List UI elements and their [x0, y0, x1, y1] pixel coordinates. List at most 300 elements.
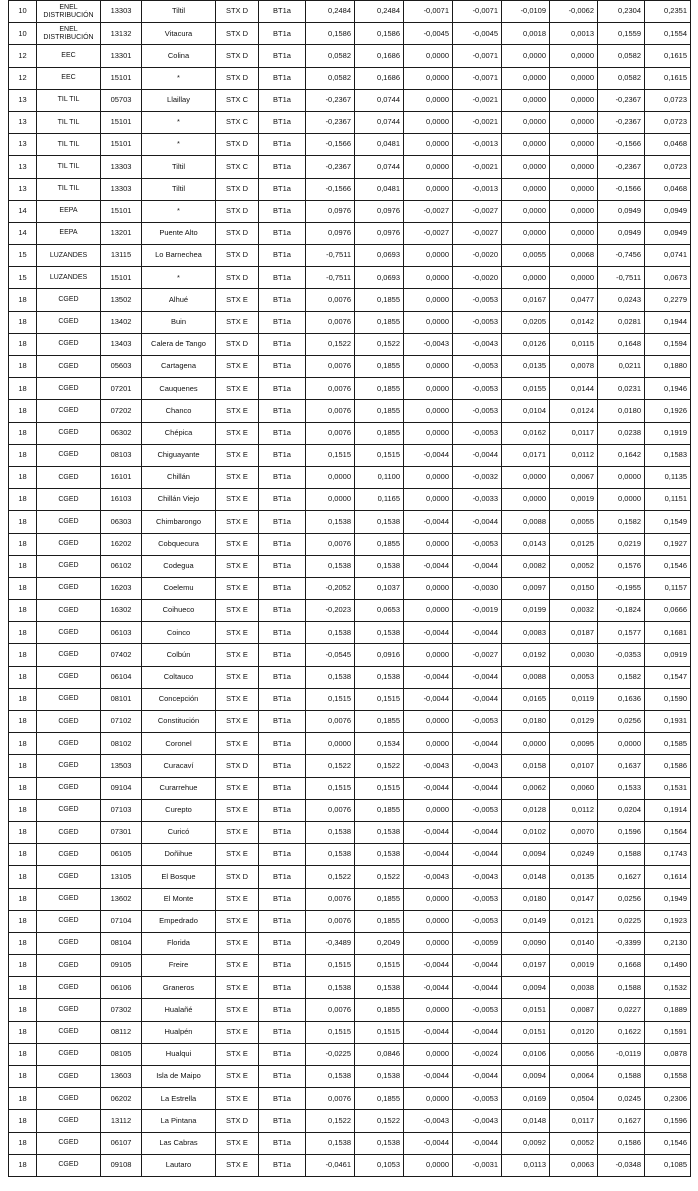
- commune-code-cell: 13115: [101, 245, 142, 267]
- value-cell: 0,0000: [502, 67, 550, 89]
- commune-name-cell: Isla de Maipo: [142, 1066, 216, 1088]
- value-cell: 0,1522: [355, 866, 404, 888]
- commune-name-cell: Freire: [142, 955, 216, 977]
- value-cell: -0,0044: [453, 1066, 502, 1088]
- value-cell: 0,0052: [550, 1132, 598, 1154]
- substation-cell: STX C: [216, 111, 259, 133]
- commune-code-cell: 08104: [101, 932, 142, 954]
- value-cell: -0,0043: [453, 333, 502, 355]
- value-cell: 0,2484: [355, 1, 404, 23]
- value-cell: 0,1588: [598, 977, 645, 999]
- value-cell: 0,0162: [502, 422, 550, 444]
- commune-code-cell: 09108: [101, 1154, 142, 1176]
- tariff-cell: BT1a: [259, 1088, 306, 1110]
- commune-code-cell: 06105: [101, 844, 142, 866]
- value-cell: 0,1855: [355, 799, 404, 821]
- tariff-table: [8, 0, 691, 1177]
- value-cell: -0,0053: [453, 356, 502, 378]
- value-cell: 0,1944: [645, 311, 691, 333]
- value-cell: -0,0044: [404, 1066, 453, 1088]
- tariff-cell: BT1a: [259, 1066, 306, 1088]
- value-cell: 0,0000: [550, 45, 598, 67]
- value-cell: 0,0149: [502, 910, 550, 932]
- value-cell: 0,1085: [645, 1154, 691, 1176]
- table-row: [9, 799, 691, 821]
- distributor-cell: CGED: [37, 932, 101, 954]
- commune-name-cell: *: [142, 134, 216, 156]
- tariff-cell: BT1a: [259, 955, 306, 977]
- substation-cell: STX D: [216, 333, 259, 355]
- commune-code-cell: 06302: [101, 422, 142, 444]
- sector-cell: 18: [9, 1154, 37, 1176]
- value-cell: 0,1637: [598, 755, 645, 777]
- table-row: [9, 111, 691, 133]
- value-cell: 0,0000: [550, 178, 598, 200]
- value-cell: -0,0020: [453, 245, 502, 267]
- value-cell: 0,0468: [645, 134, 691, 156]
- distributor-cell: CGED: [37, 444, 101, 466]
- value-cell: 0,0000: [306, 489, 355, 511]
- value-cell: 0,0000: [502, 733, 550, 755]
- distributor-cell: CGED: [37, 999, 101, 1021]
- value-cell: -0,0348: [598, 1154, 645, 1176]
- distributor-cell: CGED: [37, 356, 101, 378]
- value-cell: 0,0000: [550, 200, 598, 222]
- value-cell: 0,1490: [645, 955, 691, 977]
- value-cell: -0,0021: [453, 156, 502, 178]
- value-cell: 0,1855: [355, 711, 404, 733]
- substation-cell: STX E: [216, 666, 259, 688]
- value-cell: 0,2306: [645, 1088, 691, 1110]
- value-cell: 0,0144: [550, 378, 598, 400]
- value-cell: 0,0000: [404, 1154, 453, 1176]
- sector-cell: 18: [9, 910, 37, 932]
- value-cell: 0,1538: [306, 555, 355, 577]
- value-cell: 0,1515: [355, 955, 404, 977]
- value-cell: 0,1648: [598, 333, 645, 355]
- commune-name-cell: Alhué: [142, 289, 216, 311]
- value-cell: 0,0744: [355, 89, 404, 111]
- value-cell: 0,1615: [645, 45, 691, 67]
- distributor-cell: CGED: [37, 1021, 101, 1043]
- table-row: [9, 156, 691, 178]
- value-cell: 0,0693: [355, 245, 404, 267]
- value-cell: -0,0043: [453, 1110, 502, 1132]
- value-cell: 0,1949: [645, 888, 691, 910]
- tariff-cell: BT1a: [259, 533, 306, 555]
- value-cell: -0,7511: [598, 267, 645, 289]
- tariff-cell: BT1a: [259, 1110, 306, 1132]
- commune-code-cell: 16203: [101, 577, 142, 599]
- commune-code-cell: 15101: [101, 200, 142, 222]
- value-cell: -0,0044: [404, 444, 453, 466]
- distributor-cell: EEPA: [37, 222, 101, 244]
- distributor-cell: CGED: [37, 688, 101, 710]
- value-cell: 0,0582: [598, 67, 645, 89]
- value-cell: 0,2351: [645, 1, 691, 23]
- sector-cell: 18: [9, 999, 37, 1021]
- value-cell: 0,0000: [502, 156, 550, 178]
- value-cell: 0,1538: [355, 821, 404, 843]
- value-cell: 0,0976: [306, 222, 355, 244]
- value-cell: 0,1594: [645, 333, 691, 355]
- sector-cell: 14: [9, 222, 37, 244]
- tariff-cell: BT1a: [259, 777, 306, 799]
- value-cell: -0,0021: [453, 89, 502, 111]
- sector-cell: 13: [9, 156, 37, 178]
- value-cell: 0,0000: [550, 134, 598, 156]
- value-cell: 0,0949: [645, 200, 691, 222]
- value-cell: 0,0000: [502, 89, 550, 111]
- value-cell: 0,0000: [502, 489, 550, 511]
- sector-cell: 18: [9, 932, 37, 954]
- value-cell: 0,1538: [306, 622, 355, 644]
- value-cell: 0,0000: [404, 932, 453, 954]
- value-cell: 0,0125: [550, 533, 598, 555]
- commune-name-cell: Vitacura: [142, 23, 216, 45]
- table-row: [9, 1088, 691, 1110]
- value-cell: 0,1596: [598, 821, 645, 843]
- substation-cell: STX D: [216, 1, 259, 23]
- value-cell: 0,0155: [502, 378, 550, 400]
- tariff-cell: BT1a: [259, 666, 306, 688]
- value-cell: 0,1538: [355, 844, 404, 866]
- value-cell: 0,0205: [502, 311, 550, 333]
- value-cell: -0,0043: [404, 866, 453, 888]
- value-cell: 0,1538: [306, 1132, 355, 1154]
- value-cell: 0,1615: [645, 67, 691, 89]
- commune-code-cell: 05703: [101, 89, 142, 111]
- value-cell: 0,0129: [550, 711, 598, 733]
- tariff-cell: BT1a: [259, 200, 306, 222]
- value-cell: 0,0949: [598, 200, 645, 222]
- value-cell: 0,0238: [598, 422, 645, 444]
- commune-code-cell: 06107: [101, 1132, 142, 1154]
- distributor-cell: TIL TIL: [37, 178, 101, 200]
- sector-cell: 18: [9, 1110, 37, 1132]
- value-cell: 0,0723: [645, 111, 691, 133]
- value-cell: 0,1855: [355, 1088, 404, 1110]
- table-row: [9, 23, 691, 45]
- value-cell: 0,0112: [550, 799, 598, 821]
- value-cell: -0,0045: [453, 23, 502, 45]
- distributor-cell: CGED: [37, 400, 101, 422]
- value-cell: -0,0053: [453, 378, 502, 400]
- value-cell: 0,1547: [645, 666, 691, 688]
- value-cell: -0,1566: [306, 178, 355, 200]
- sector-cell: 18: [9, 422, 37, 444]
- value-cell: -0,7511: [306, 267, 355, 289]
- commune-name-cell: Hualpén: [142, 1021, 216, 1043]
- value-cell: 0,1522: [306, 1110, 355, 1132]
- commune-name-cell: Chanco: [142, 400, 216, 422]
- value-cell: -0,0044: [404, 1021, 453, 1043]
- sector-cell: 14: [9, 200, 37, 222]
- value-cell: 0,1564: [645, 821, 691, 843]
- substation-cell: STX E: [216, 622, 259, 644]
- commune-code-cell: 06104: [101, 666, 142, 688]
- sector-cell: 15: [9, 267, 37, 289]
- substation-cell: STX E: [216, 466, 259, 488]
- table-row: [9, 977, 691, 999]
- value-cell: -0,0043: [453, 866, 502, 888]
- distributor-cell: CGED: [37, 1110, 101, 1132]
- substation-cell: STX C: [216, 89, 259, 111]
- table-row: [9, 533, 691, 555]
- value-cell: 0,0088: [502, 666, 550, 688]
- substation-cell: STX E: [216, 511, 259, 533]
- value-cell: 0,1522: [355, 333, 404, 355]
- value-cell: -0,0027: [453, 222, 502, 244]
- value-cell: 0,1743: [645, 844, 691, 866]
- value-cell: -0,0044: [404, 1132, 453, 1154]
- value-cell: 0,0076: [306, 910, 355, 932]
- value-cell: 0,0000: [404, 533, 453, 555]
- value-cell: -0,0044: [404, 955, 453, 977]
- commune-code-cell: 09105: [101, 955, 142, 977]
- value-cell: -0,0053: [453, 422, 502, 444]
- tariff-cell: BT1a: [259, 23, 306, 45]
- value-cell: -0,0013: [453, 178, 502, 200]
- value-cell: 0,0104: [502, 400, 550, 422]
- commune-code-cell: 16202: [101, 533, 142, 555]
- value-cell: -0,0019: [453, 600, 502, 622]
- tariff-cell: BT1a: [259, 1021, 306, 1043]
- commune-name-cell: Chiguayante: [142, 444, 216, 466]
- commune-code-cell: 13303: [101, 1, 142, 23]
- value-cell: 0,0219: [598, 533, 645, 555]
- value-cell: -0,2367: [306, 89, 355, 111]
- tariff-cell: BT1a: [259, 1, 306, 23]
- distributor-cell: CGED: [37, 910, 101, 932]
- value-cell: 0,0124: [550, 400, 598, 422]
- table-row: [9, 1021, 691, 1043]
- tariff-cell: BT1a: [259, 466, 306, 488]
- sector-cell: 18: [9, 333, 37, 355]
- value-cell: 0,0140: [550, 932, 598, 954]
- value-cell: 0,0916: [355, 644, 404, 666]
- value-cell: 0,0032: [550, 600, 598, 622]
- tariff-cell: BT1a: [259, 577, 306, 599]
- distributor-cell: CGED: [37, 422, 101, 444]
- sector-cell: 13: [9, 89, 37, 111]
- value-cell: -0,0044: [404, 555, 453, 577]
- value-cell: -0,0044: [453, 688, 502, 710]
- value-cell: 0,0000: [550, 156, 598, 178]
- distributor-cell: CGED: [37, 311, 101, 333]
- tariff-cell: BT1a: [259, 999, 306, 1021]
- commune-code-cell: 13303: [101, 178, 142, 200]
- substation-cell: STX E: [216, 400, 259, 422]
- table-row: [9, 711, 691, 733]
- value-cell: 0,1053: [355, 1154, 404, 1176]
- value-cell: 0,0094: [502, 1066, 550, 1088]
- commune-name-cell: Tiltil: [142, 178, 216, 200]
- tariff-cell: BT1a: [259, 888, 306, 910]
- value-cell: 0,1037: [355, 577, 404, 599]
- value-cell: -0,0225: [306, 1043, 355, 1065]
- commune-code-cell: 15101: [101, 67, 142, 89]
- value-cell: 0,1538: [355, 555, 404, 577]
- table-row: [9, 89, 691, 111]
- value-cell: 0,0000: [404, 67, 453, 89]
- value-cell: 0,1855: [355, 400, 404, 422]
- value-cell: -0,0461: [306, 1154, 355, 1176]
- commune-code-cell: 06303: [101, 511, 142, 533]
- value-cell: 0,1627: [598, 866, 645, 888]
- value-cell: 0,1855: [355, 356, 404, 378]
- commune-name-cell: Llaillay: [142, 89, 216, 111]
- value-cell: -0,0062: [550, 1, 598, 23]
- sector-cell: 12: [9, 67, 37, 89]
- value-cell: 0,0000: [404, 134, 453, 156]
- substation-cell: STX E: [216, 1132, 259, 1154]
- tariff-cell: BT1a: [259, 289, 306, 311]
- table-row: [9, 910, 691, 932]
- value-cell: 0,0055: [550, 511, 598, 533]
- table-row: [9, 134, 691, 156]
- value-cell: 0,0165: [502, 688, 550, 710]
- sector-cell: 18: [9, 821, 37, 843]
- value-cell: 0,0000: [502, 111, 550, 133]
- tariff-cell: BT1a: [259, 267, 306, 289]
- commune-code-cell: 13201: [101, 222, 142, 244]
- value-cell: 0,1515: [306, 444, 355, 466]
- sector-cell: 15: [9, 245, 37, 267]
- value-cell: 0,0666: [645, 600, 691, 622]
- substation-cell: STX D: [216, 23, 259, 45]
- value-cell: 0,0126: [502, 333, 550, 355]
- commune-name-cell: Florida: [142, 932, 216, 954]
- tariff-cell: BT1a: [259, 333, 306, 355]
- value-cell: -0,0024: [453, 1043, 502, 1065]
- value-cell: 0,1591: [645, 1021, 691, 1043]
- value-cell: 0,0097: [502, 577, 550, 599]
- commune-code-cell: 15101: [101, 267, 142, 289]
- value-cell: 0,0256: [598, 711, 645, 733]
- substation-cell: STX E: [216, 489, 259, 511]
- substation-cell: STX C: [216, 156, 259, 178]
- sector-cell: 18: [9, 533, 37, 555]
- commune-code-cell: 07102: [101, 711, 142, 733]
- distributor-cell: CGED: [37, 844, 101, 866]
- value-cell: -0,0119: [598, 1043, 645, 1065]
- value-cell: 0,0504: [550, 1088, 598, 1110]
- commune-name-cell: Cartagena: [142, 356, 216, 378]
- value-cell: 0,0000: [404, 178, 453, 200]
- value-cell: -0,0021: [453, 111, 502, 133]
- value-cell: 0,1855: [355, 289, 404, 311]
- tariff-cell: BT1a: [259, 422, 306, 444]
- sector-cell: 18: [9, 378, 37, 400]
- value-cell: 0,0000: [404, 356, 453, 378]
- value-cell: 0,1151: [645, 489, 691, 511]
- value-cell: 0,0019: [550, 489, 598, 511]
- commune-name-cell: Lo Barnechea: [142, 245, 216, 267]
- value-cell: 0,1636: [598, 688, 645, 710]
- distributor-cell: TIL TIL: [37, 89, 101, 111]
- commune-code-cell: 13105: [101, 866, 142, 888]
- value-cell: 0,1586: [355, 23, 404, 45]
- substation-cell: STX E: [216, 688, 259, 710]
- commune-name-cell: *: [142, 267, 216, 289]
- value-cell: 0,0000: [404, 711, 453, 733]
- value-cell: 0,1515: [306, 777, 355, 799]
- distributor-cell: CGED: [37, 755, 101, 777]
- value-cell: 0,0000: [550, 222, 598, 244]
- commune-code-cell: 13503: [101, 755, 142, 777]
- table-row: [9, 245, 691, 267]
- value-cell: 0,1532: [645, 977, 691, 999]
- distributor-cell: CGED: [37, 888, 101, 910]
- value-cell: 0,0076: [306, 422, 355, 444]
- table-row: [9, 755, 691, 777]
- distributor-cell: TIL TIL: [37, 134, 101, 156]
- substation-cell: STX E: [216, 955, 259, 977]
- value-cell: -0,0045: [404, 23, 453, 45]
- value-cell: 0,0019: [550, 955, 598, 977]
- value-cell: 0,0117: [550, 422, 598, 444]
- value-cell: 0,1927: [645, 533, 691, 555]
- substation-cell: STX E: [216, 821, 259, 843]
- value-cell: 0,1855: [355, 999, 404, 1021]
- value-cell: -0,3489: [306, 932, 355, 954]
- value-cell: 0,0076: [306, 311, 355, 333]
- table-row: [9, 577, 691, 599]
- value-cell: 0,0180: [598, 400, 645, 422]
- value-cell: -0,0353: [598, 644, 645, 666]
- table-row: [9, 466, 691, 488]
- sector-cell: 10: [9, 23, 37, 45]
- sector-cell: 18: [9, 1132, 37, 1154]
- distributor-cell: CGED: [37, 821, 101, 843]
- value-cell: 0,1582: [598, 666, 645, 688]
- value-cell: 0,1538: [306, 1066, 355, 1088]
- sector-cell: 18: [9, 666, 37, 688]
- commune-code-cell: 15101: [101, 111, 142, 133]
- value-cell: 0,1538: [355, 666, 404, 688]
- distributor-cell: LUZANDES: [37, 267, 101, 289]
- value-cell: 0,0106: [502, 1043, 550, 1065]
- substation-cell: STX D: [216, 866, 259, 888]
- value-cell: 0,0204: [598, 799, 645, 821]
- sector-cell: 18: [9, 489, 37, 511]
- commune-name-cell: La Pintana: [142, 1110, 216, 1132]
- value-cell: 0,0000: [404, 733, 453, 755]
- sector-cell: 18: [9, 577, 37, 599]
- value-cell: 0,0231: [598, 378, 645, 400]
- value-cell: 0,1946: [645, 378, 691, 400]
- value-cell: 0,1588: [598, 844, 645, 866]
- commune-name-cell: Coltauco: [142, 666, 216, 688]
- value-cell: 0,1855: [355, 378, 404, 400]
- sector-cell: 18: [9, 733, 37, 755]
- value-cell: 0,2049: [355, 932, 404, 954]
- value-cell: -0,0071: [453, 1, 502, 23]
- commune-name-cell: El Monte: [142, 888, 216, 910]
- value-cell: -0,0053: [453, 888, 502, 910]
- commune-name-cell: Chillán Viejo: [142, 489, 216, 511]
- substation-cell: STX E: [216, 356, 259, 378]
- distributor-cell: CGED: [37, 1132, 101, 1154]
- value-cell: 0,1855: [355, 533, 404, 555]
- substation-cell: STX E: [216, 999, 259, 1021]
- table-row: [9, 378, 691, 400]
- commune-code-cell: 08102: [101, 733, 142, 755]
- sector-cell: 18: [9, 688, 37, 710]
- table-row: [9, 45, 691, 67]
- value-cell: 0,1546: [645, 1132, 691, 1154]
